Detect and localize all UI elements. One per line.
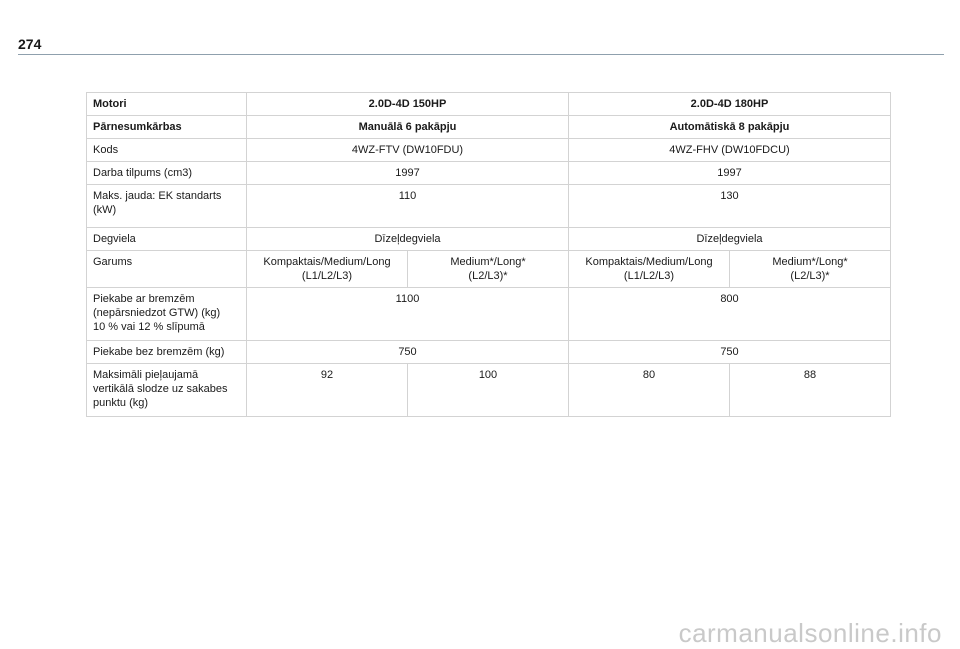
tow-load-label-line3: punktu (kg) — [93, 397, 149, 409]
length-text-line2: (L1/L2/L3) — [301, 270, 353, 282]
length-text-line2: (L2/L3)* — [790, 270, 830, 282]
cell-unbraked-trailer-180hp: 750 — [569, 341, 891, 364]
header-divider — [18, 54, 944, 55]
braked-trailer-label-line1: Piekabe ar bremzēm — [93, 293, 195, 305]
cell-length-150hp-long — [408, 251, 569, 288]
row-label-engines: Motori — [87, 93, 247, 116]
row-label-power: Maks. jauda: EK standarts (kW) — [87, 185, 247, 228]
length-text-line1: Kompaktais/Medium/Long — [263, 256, 391, 268]
braked-trailer-label-line3: 10 % vai 12 % slīpumā — [93, 321, 205, 333]
watermark: carmanualsonline.info — [678, 618, 942, 648]
cell-length-150hp-standard — [247, 251, 408, 288]
page-number: 274 — [18, 36, 42, 52]
length-text-line1: Medium*/Long* — [450, 256, 526, 268]
engine-spec-table — [86, 92, 891, 417]
row-label-codes: Kods — [87, 139, 247, 162]
cell-displacement-150hp: 1997 — [247, 162, 569, 185]
table-row-gearboxes — [87, 116, 891, 139]
cell-braked-trailer-180hp: 800 — [569, 288, 891, 341]
length-text-line2: (L1/L2/L3) — [623, 270, 675, 282]
cell-length-180hp-standard — [569, 251, 730, 288]
row-label-unbraked-trailer: Piekabe bez bremzēm (kg) — [87, 341, 247, 364]
cell-tow-load-180hp-standard: 80 — [569, 364, 730, 417]
length-text-line1: Medium*/Long* — [772, 256, 848, 268]
cell-gearbox-automatic: Automātiskā 8 pakāpju — [569, 116, 891, 139]
cell-power-180hp: 130 — [569, 185, 891, 228]
table-row-power — [87, 185, 891, 228]
tow-load-label-line2: vertikālā slodze uz sakabes — [93, 383, 228, 395]
row-label-fuel: Degviela — [87, 228, 247, 251]
table-row-length — [87, 251, 891, 288]
tow-load-label-line1: Maksimāli pieļaujamā — [93, 369, 199, 381]
cell-code-150hp: 4WZ-FTV (DW10FDU) — [247, 139, 569, 162]
table-row-fuel — [87, 228, 891, 251]
cell-tow-load-180hp-long: 88 — [730, 364, 891, 417]
braked-trailer-label-line2: (nepārsniedzot GTW) (kg) — [93, 307, 221, 319]
cell-length-180hp-long — [730, 251, 891, 288]
row-label-tow-load — [87, 364, 247, 417]
cell-fuel-180hp: Dīzeļdegviela — [569, 228, 891, 251]
row-label-gearboxes: Pārnesumkārbas — [87, 116, 247, 139]
table-row-codes — [87, 139, 891, 162]
cell-code-180hp: 4WZ-FHV (DW10FDCU) — [569, 139, 891, 162]
cell-braked-trailer-150hp: 1100 — [247, 288, 569, 341]
cell-engine-150hp: 2.0D-4D 150HP — [247, 93, 569, 116]
length-text-line1: Kompaktais/Medium/Long — [585, 256, 713, 268]
row-label-displacement: Darba tilpums (cm3) — [87, 162, 247, 185]
table-row-engines — [87, 93, 891, 116]
cell-fuel-150hp: Dīzeļdegviela — [247, 228, 569, 251]
cell-tow-load-150hp-standard: 92 — [247, 364, 408, 417]
length-text-line2: (L2/L3)* — [468, 270, 508, 282]
table-row-displacement — [87, 162, 891, 185]
cell-power-150hp: 110 — [247, 185, 569, 228]
cell-unbraked-trailer-150hp: 750 — [247, 341, 569, 364]
table-row-unbraked-trailer — [87, 341, 891, 364]
cell-displacement-180hp: 1997 — [569, 162, 891, 185]
table-row-braked-trailer — [87, 288, 891, 341]
cell-gearbox-manual: Manuālā 6 pakāpju — [247, 116, 569, 139]
row-label-length: Garums — [87, 251, 247, 288]
table-row-tow-load — [87, 364, 891, 417]
cell-tow-load-150hp-long: 100 — [408, 364, 569, 417]
cell-engine-180hp: 2.0D-4D 180HP — [569, 93, 891, 116]
row-label-braked-trailer — [87, 288, 247, 341]
